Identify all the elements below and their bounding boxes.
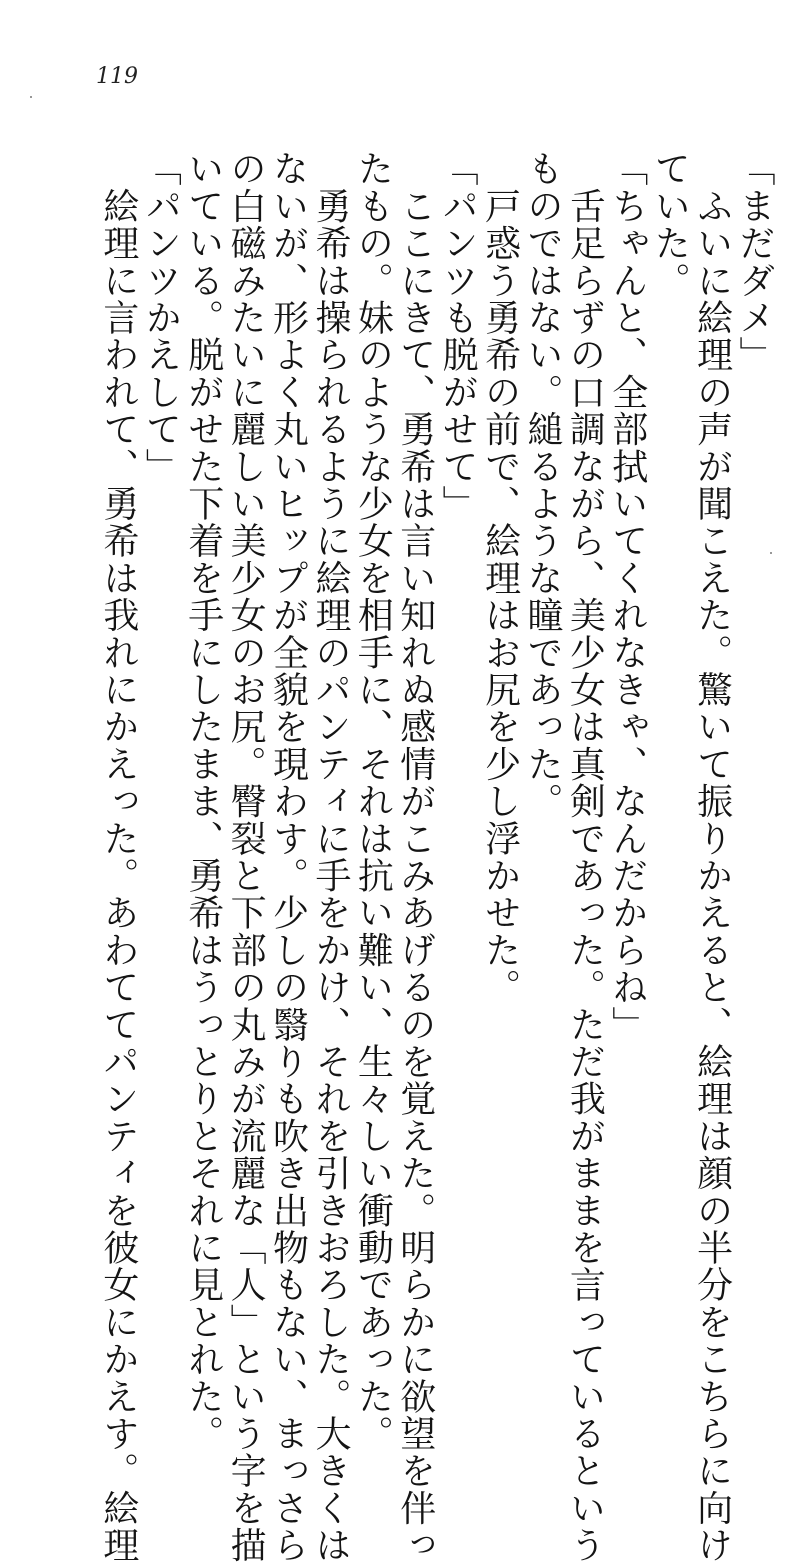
novel-text-body <box>60 150 775 1564</box>
text-line: ここにきて、勇希は言い知れぬ感情がこみあげるのを覚えた。明らかに欲望を伴っ <box>394 150 436 1564</box>
text-line: 勇希は操られるように絵理のパンティに手をかけ、それを引きおろした。大きくは <box>309 150 351 1564</box>
scan-speck <box>770 552 772 554</box>
text-line: ないが、形よく丸いヒップが全貌を現わす。少しの翳りも吹き出物もない、まっさら <box>267 150 309 1564</box>
text-line: 絵理に言われて、勇希は我れにかえった。あわててパンティを彼女にかえす。絵理 <box>97 150 139 1564</box>
scan-speck <box>30 96 32 98</box>
text-line: ていた。 <box>649 150 691 299</box>
text-line: 「パンツかえして」 <box>140 150 182 485</box>
text-line: たもの。妹のような少女を相手に、それは抗い難い、生々しい衝動であった。 <box>352 150 394 1452</box>
text-line: ものではない。縋るような瞳であった。 <box>521 150 563 820</box>
page-number: 119 <box>96 64 138 89</box>
text-line: 戸惑う勇希の前で、絵理はお尻を少し浮かせた。 <box>479 150 521 1006</box>
text-line: の白磁みたいに麗しい美少女のお尻。臀裂と下部の丸みが流麗な「人」という字を描 <box>225 150 267 1564</box>
text-line: ふいに絵理の声が聞こえた。驚いて振りかえると、絵理は顔の半分をこちらに向け <box>691 150 733 1564</box>
text-line: 「ちゃんと、全部拭いてくれなきゃ、なんだからね」 <box>606 150 648 1043</box>
text-line: 「パンツも脱がせて」 <box>437 150 479 522</box>
text-line: いている。脱がせた下着を手にしたまま、勇希はうっとりとそれに見とれた。 <box>182 150 224 1452</box>
text-line: 「まだダメ」 <box>734 150 775 374</box>
text-line: 舌足らずの口調ながら、美少女は真剣であった。ただ我がままを言っているという <box>564 150 606 1564</box>
